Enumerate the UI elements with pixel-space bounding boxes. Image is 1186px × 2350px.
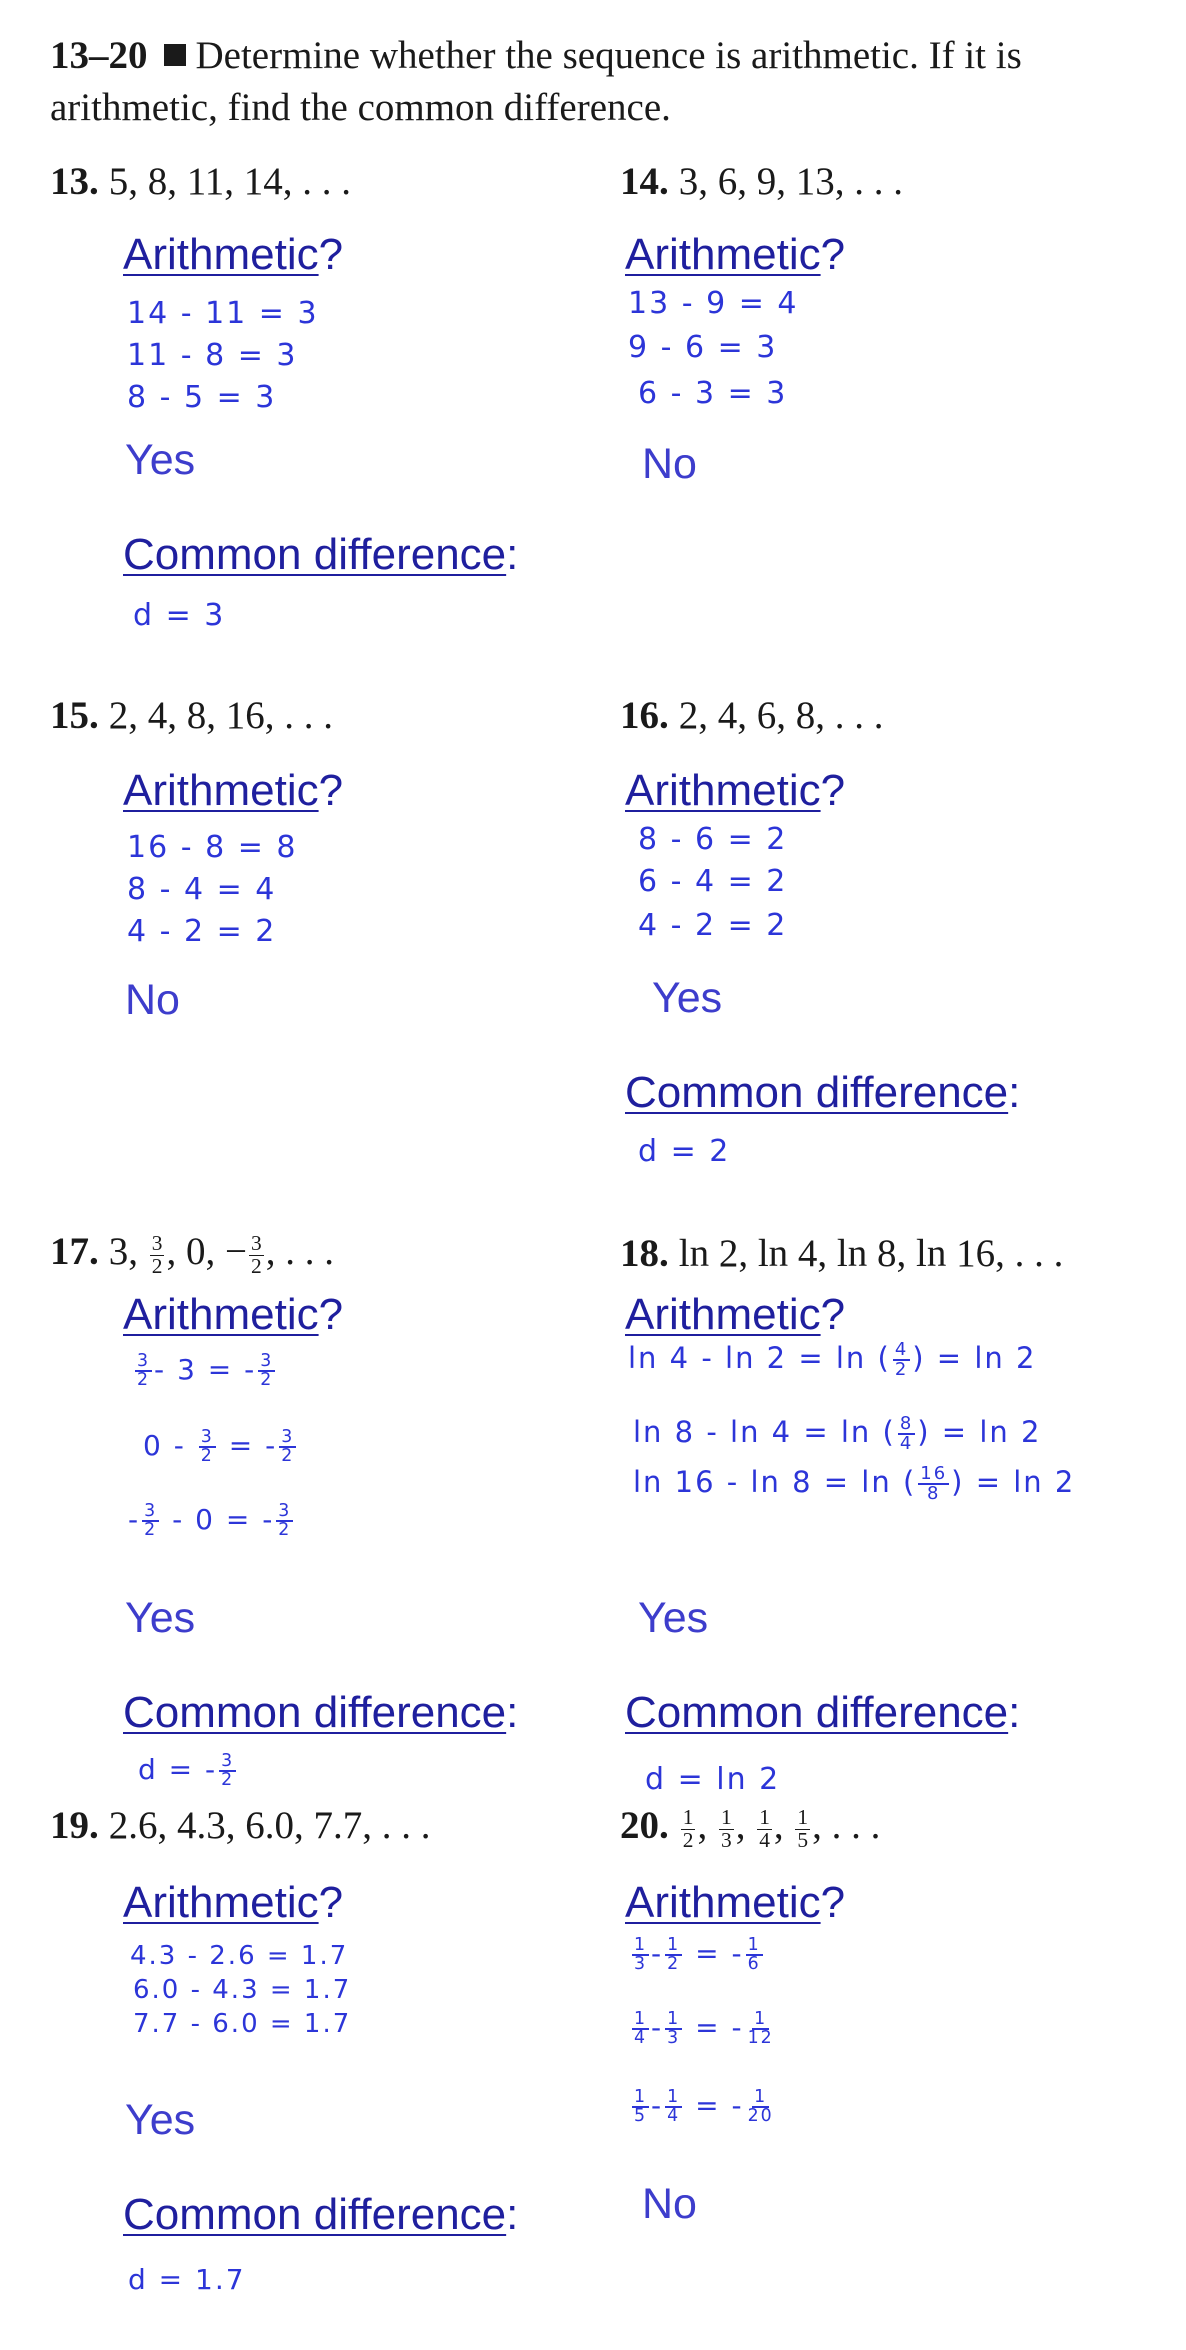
answer: Yes — [125, 1594, 196, 1642]
fraction — [142, 1500, 159, 1540]
work-line: 6 - 4 = 2 — [638, 864, 788, 899]
difference-value: d = 3 — [133, 598, 226, 633]
numerator: 3 — [260, 1350, 274, 1371]
common-difference-text: Common difference — [123, 530, 507, 579]
problem-14 — [620, 160, 903, 204]
work-line: 4 - 2 = 2 — [127, 914, 277, 949]
question-mark: ? — [318, 230, 344, 279]
fraction — [918, 1465, 949, 1503]
numerator: 3 — [200, 1426, 214, 1447]
number: 0 — [143, 1429, 163, 1462]
minus: - — [172, 1503, 185, 1536]
sequence: 3, 6, 9, 13, . . . — [678, 160, 903, 203]
sequence: 2, 4, 8, 16, . . . — [108, 694, 333, 737]
ellipsis: . . . — [831, 1804, 881, 1847]
sequence-part: , . . . — [265, 1230, 334, 1273]
work-line: 11 - 8 = 3 — [127, 338, 298, 373]
comma: , — [812, 1804, 822, 1847]
difference-value: d = 2 — [638, 1134, 731, 1169]
denominator: 2 — [250, 1253, 262, 1278]
denominator: 2 — [137, 1370, 151, 1390]
work-text: ) = ln 2 — [912, 1341, 1037, 1375]
work-line: 4.3 - 2.6 = 1.7 — [130, 1941, 349, 1971]
work-text: ln 16 - ln 8 = ln ( — [633, 1465, 917, 1499]
denominator: 20 — [747, 2106, 774, 2126]
question-mark: ? — [820, 230, 846, 279]
question-mark: ? — [820, 766, 846, 815]
numerator: 1 — [634, 1934, 648, 1955]
arithmetic-label — [123, 230, 343, 280]
denominator: 5 — [634, 2106, 648, 2126]
denominator: 2 — [682, 1827, 694, 1852]
fraction — [665, 2008, 682, 2048]
denominator: 12 — [747, 2028, 774, 2048]
numerator: 4 — [894, 1339, 909, 1361]
numerator: 1 — [747, 1934, 761, 1955]
numerator: 1 — [634, 2086, 648, 2107]
common-difference-label — [123, 1688, 518, 1738]
denominator: 4 — [759, 1827, 770, 1852]
exercise-range: 13–20 — [50, 34, 148, 77]
answer: No — [642, 440, 697, 488]
problem-number: 14. — [620, 160, 669, 203]
fraction — [632, 2086, 649, 2126]
equals: = — [225, 1503, 252, 1536]
work-line — [633, 1414, 1041, 1453]
denominator: 2 — [667, 1954, 681, 1974]
common-difference-label — [625, 1688, 1020, 1738]
work-line: 8 - 5 = 3 — [127, 380, 277, 415]
answer: Yes — [125, 436, 196, 484]
fraction — [279, 1426, 296, 1466]
arithmetic-label-text: Arithmetic — [625, 766, 821, 815]
square-bullet-icon — [164, 44, 186, 66]
work-line — [630, 1936, 765, 1973]
minus: - — [244, 1353, 257, 1386]
sequence-part: , 0, − — [166, 1230, 247, 1273]
work-line — [630, 2010, 778, 2047]
question-mark: ? — [820, 1290, 846, 1339]
problem-number: 20. — [620, 1804, 669, 1847]
numerator: 1 — [634, 2008, 648, 2029]
sequence: 5, 8, 11, 14, . . . — [108, 160, 352, 203]
problem-number: 17. — [50, 1230, 99, 1273]
fraction — [746, 2008, 776, 2048]
work-line: 8 - 4 = 4 — [127, 872, 277, 907]
fraction — [746, 1934, 763, 1974]
work-line: 6 - 3 = 3 — [638, 376, 788, 411]
fraction — [719, 1807, 734, 1851]
fraction — [150, 1233, 165, 1277]
work-text: ln 8 - ln 4 = ln ( — [633, 1415, 896, 1449]
equals: = — [207, 1353, 234, 1386]
numerator: 3 — [281, 1426, 295, 1447]
arithmetic-label — [625, 1290, 845, 1340]
equals: = — [228, 1429, 255, 1462]
fraction — [258, 1350, 275, 1390]
work-line — [630, 2088, 778, 2125]
fraction — [219, 1750, 236, 1790]
arithmetic-label — [123, 1878, 343, 1928]
comma: , — [697, 1804, 708, 1847]
equals: = - — [695, 1937, 744, 1970]
work-line: 4 - 2 = 2 — [638, 908, 788, 943]
arithmetic-label-text: Arithmetic — [123, 230, 319, 279]
fraction — [665, 2086, 682, 2126]
numerator: 8 — [899, 1413, 914, 1435]
numerator: 1 — [667, 2008, 681, 2029]
answer: Yes — [638, 1594, 709, 1642]
colon: : — [506, 530, 519, 579]
common-difference-label — [123, 2190, 518, 2240]
numerator: 1 — [682, 1805, 694, 1830]
arithmetic-label — [123, 766, 343, 816]
question-mark: ? — [820, 1878, 846, 1927]
arithmetic-label — [625, 1878, 845, 1928]
colon: : — [506, 2190, 519, 2239]
numerator: 3 — [151, 1231, 163, 1256]
work-line: 13 - 9 = 4 — [628, 286, 799, 321]
common-difference-label — [123, 530, 518, 580]
fraction — [795, 1807, 810, 1851]
comma: , — [735, 1804, 746, 1847]
fraction — [665, 1934, 682, 1974]
fraction — [135, 1350, 152, 1390]
arithmetic-label — [625, 230, 845, 280]
problem-number: 16. — [620, 694, 669, 737]
answer: No — [125, 976, 180, 1024]
denominator: 3 — [720, 1827, 732, 1852]
work-text: ) = ln 2 — [917, 1415, 1042, 1449]
problem-19 — [50, 1804, 431, 1848]
numerator: 3 — [278, 1500, 292, 1521]
work-line — [633, 1464, 1075, 1503]
minus: - — [173, 1429, 186, 1462]
problem-18 — [620, 1232, 1063, 1276]
numerator: 1 — [797, 1805, 809, 1830]
work-line — [133, 1352, 277, 1389]
colon: : — [1008, 1688, 1021, 1737]
fraction — [757, 1807, 772, 1851]
work-line — [143, 1428, 298, 1465]
numerator: 3 — [144, 1500, 158, 1521]
common-difference-label — [625, 1068, 1020, 1118]
question-mark: ? — [318, 766, 344, 815]
denominator: 2 — [278, 1520, 292, 1540]
work-text: ln 4 - ln 2 = ln ( — [628, 1341, 891, 1375]
difference-prefix: d = - — [138, 1753, 218, 1786]
exercise-instructions: Determine whether the sequence is arithmetic. If it is arithmetic, find the common difference. — [50, 34, 1022, 129]
exercise-heading — [50, 30, 1160, 134]
sequence: 2, 4, 6, 8, . . . — [678, 694, 884, 737]
minus: - — [651, 2011, 664, 2044]
denominator: 4 — [667, 2106, 681, 2126]
problem-number: 15. — [50, 694, 99, 737]
fraction — [249, 1233, 264, 1277]
arithmetic-label — [123, 1290, 343, 1340]
common-difference-text: Common difference — [625, 1068, 1009, 1117]
denominator: 8 — [927, 1483, 941, 1504]
denominator: 4 — [899, 1433, 914, 1454]
fraction — [898, 1415, 915, 1453]
question-mark: ? — [318, 1290, 344, 1339]
numerator: 1 — [667, 1934, 681, 1955]
denominator: 2 — [144, 1520, 158, 1540]
work-line: 16 - 8 = 8 — [127, 830, 298, 865]
denominator: 3 — [634, 1954, 648, 1974]
minus: - — [651, 2089, 664, 2122]
work-line — [628, 1340, 1036, 1379]
numerator: 1 — [720, 1805, 732, 1830]
minus: - — [265, 1429, 278, 1462]
denominator: 5 — [797, 1827, 809, 1852]
fraction — [632, 2008, 649, 2048]
equals: = - — [695, 2089, 744, 2122]
fraction — [632, 1934, 649, 1974]
comma: , — [773, 1804, 784, 1847]
arithmetic-label-text: Arithmetic — [625, 1878, 821, 1927]
work-line: 9 - 6 = 3 — [628, 330, 778, 365]
difference-value: d = 1.7 — [128, 2263, 246, 2296]
arithmetic-label-text: Arithmetic — [123, 1878, 319, 1927]
problem-number: 13. — [50, 160, 99, 203]
work-line — [128, 1502, 295, 1539]
minus: - — [262, 1503, 275, 1536]
arithmetic-label-text: Arithmetic — [625, 1290, 821, 1339]
numerator: 1 — [759, 1805, 770, 1830]
denominator: 3 — [667, 2028, 681, 2048]
numerator: 16 — [920, 1463, 948, 1485]
problem-17 — [50, 1230, 334, 1277]
fraction — [199, 1426, 216, 1466]
problem-number: 19. — [50, 1804, 99, 1847]
sequence-part: 3, — [108, 1230, 138, 1273]
number: 0 — [195, 1503, 215, 1536]
problem-15 — [50, 694, 333, 738]
denominator: 2 — [200, 1446, 214, 1466]
minus: - — [154, 1353, 167, 1386]
fraction — [893, 1341, 910, 1379]
arithmetic-label-text: Arithmetic — [123, 766, 319, 815]
arithmetic-label-text: Arithmetic — [123, 1290, 319, 1339]
work-line: 8 - 6 = 2 — [638, 822, 788, 857]
answer: Yes — [652, 974, 723, 1022]
numerator: 3 — [137, 1350, 151, 1371]
answer: Yes — [125, 2096, 196, 2144]
answer: No — [642, 2180, 697, 2228]
minus: - — [651, 1937, 664, 1970]
problem-16 — [620, 694, 884, 738]
arithmetic-label-text: Arithmetic — [625, 230, 821, 279]
work-line: 6.0 - 4.3 = 1.7 — [133, 1975, 352, 2005]
sequence: 2.6, 4.3, 6.0, 7.7, . . . — [108, 1804, 431, 1847]
arithmetic-label — [625, 766, 845, 816]
sequence: ln 2, ln 4, ln 8, ln 16, . . . — [678, 1232, 1064, 1275]
numerator: 1 — [754, 2008, 768, 2029]
denominator: 2 — [894, 1359, 909, 1380]
colon: : — [506, 1688, 519, 1737]
numerator: 3 — [221, 1750, 235, 1771]
work-text: ) = ln 2 — [951, 1465, 1076, 1499]
numerator: 1 — [754, 2086, 768, 2107]
fraction — [276, 1500, 293, 1540]
work-line: 7.7 - 6.0 = 1.7 — [133, 2009, 352, 2039]
denominator: 6 — [747, 1954, 761, 1974]
difference-value: d = ln 2 — [645, 1762, 781, 1797]
numerator: 1 — [667, 2086, 681, 2107]
numerator: 3 — [250, 1231, 262, 1256]
fraction — [681, 1807, 696, 1851]
problem-13 — [50, 160, 351, 204]
denominator: 2 — [260, 1370, 274, 1390]
work-line: 14 - 11 = 3 — [127, 296, 319, 331]
denominator: 2 — [281, 1446, 295, 1466]
problem-20 — [620, 1804, 880, 1851]
denominator: 4 — [634, 2028, 648, 2048]
question-mark: ? — [318, 1878, 344, 1927]
fraction — [746, 2086, 776, 2126]
number: 3 — [177, 1353, 197, 1386]
common-difference-text: Common difference — [123, 2190, 507, 2239]
colon: : — [1008, 1068, 1021, 1117]
common-difference-text: Common difference — [123, 1688, 507, 1737]
denominator: 2 — [151, 1253, 163, 1278]
denominator: 2 — [221, 1770, 235, 1790]
minus: - — [128, 1503, 141, 1536]
difference-value — [138, 1752, 238, 1789]
common-difference-text: Common difference — [625, 1688, 1009, 1737]
equals: = - — [695, 2011, 744, 2044]
problem-number: 18. — [620, 1232, 669, 1275]
